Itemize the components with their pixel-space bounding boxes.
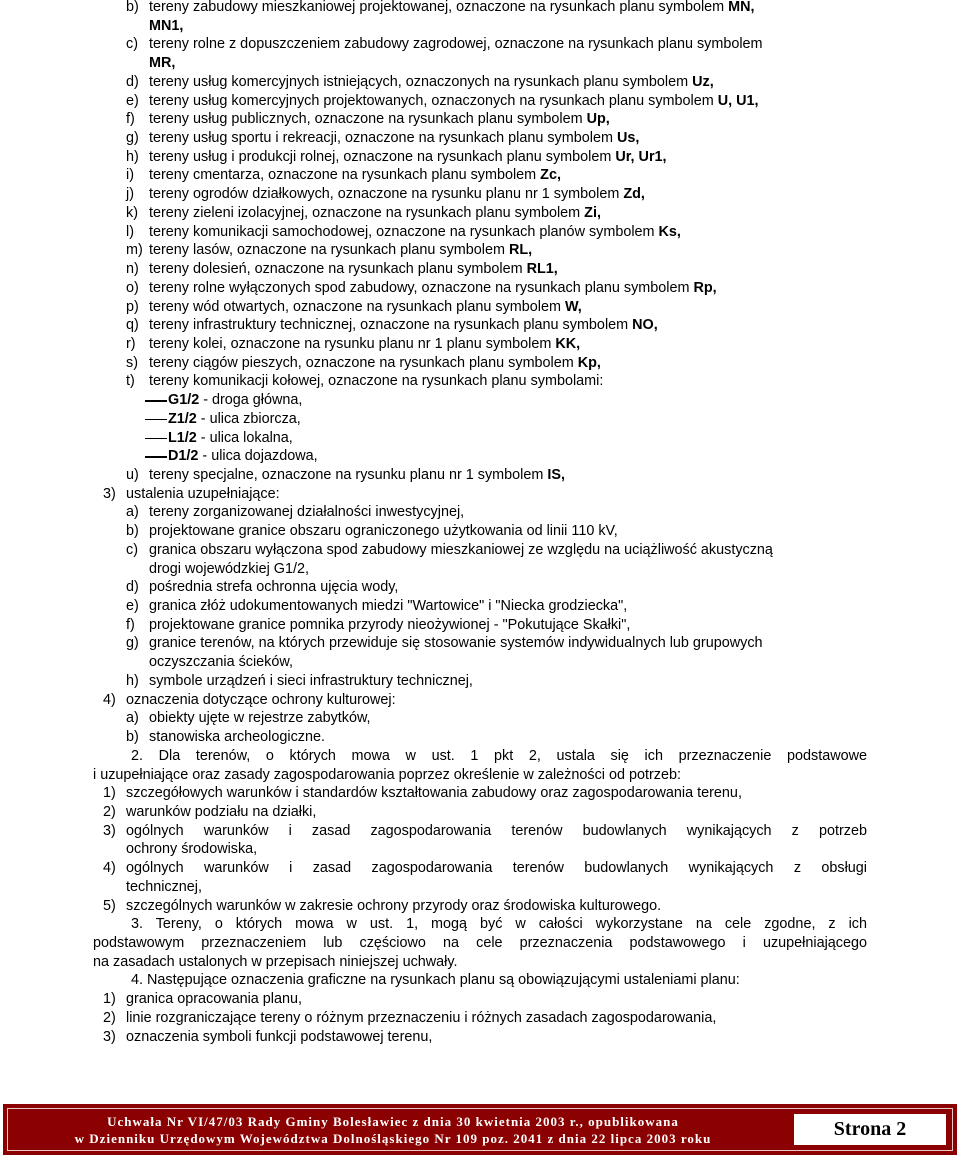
item-marker: 3)	[103, 1028, 116, 1045]
item-symbol: KK,	[555, 335, 581, 352]
item-symbol: MR,	[149, 55, 176, 72]
list-item	[0, 35, 960, 54]
item-text: granice terenów, na których przewiduje się stosowanie systemów indywidualnych lub grupowych	[149, 635, 763, 652]
list-item-cont	[0, 653, 960, 672]
item-text: szczegółowych warunków i standardów kształtowania zabudowy oraz zagospodarowania terenu,	[126, 785, 742, 802]
item-marker: p)	[126, 298, 139, 315]
list-item	[0, 784, 960, 803]
item-marker: e)	[126, 92, 139, 109]
item-marker: a)	[126, 710, 139, 727]
item-symbol: MN,	[728, 0, 755, 15]
item-symbol: W,	[564, 298, 582, 315]
item-marker: b)	[126, 0, 139, 15]
item-text: granica opracowania planu,	[126, 991, 303, 1008]
item-marker: g)	[126, 635, 139, 652]
item-text: tereny infrastruktury technicznej, oznaczone na rysunkach planu symbolem NO,	[149, 317, 658, 334]
road-item	[0, 410, 960, 429]
item-symbol: Zd,	[623, 186, 645, 203]
list-item	[0, 316, 960, 335]
paragraph-3-line: 3. Tereny, o których mowa w ust. 1, mogą być w całości wykorzystane na cele zgodne, z ich	[131, 916, 867, 933]
road-desc: - ulica zbiorcza,	[196, 410, 301, 427]
page-number-badge: Strona 2	[794, 1114, 946, 1145]
publication-line: Uchwała Nr VI/47/03 Rady Gminy Bolesławiec z dnia 30 kwietnia 2003 r., opublikowana	[107, 1114, 679, 1129]
item-marker: t)	[126, 373, 135, 390]
list-item	[0, 728, 960, 747]
item-text: szczególnych warunków w zakresie ochrony przyrody oraz środowiska kulturowego.	[126, 897, 662, 914]
road-code: Z1/2	[168, 410, 197, 427]
list-item	[0, 54, 960, 73]
item-text: stanowiska archeologiczne.	[149, 729, 325, 746]
item-text: linie rozgraniczające tereny o różnym przeznaczeniu i różnych zasadach zagospodarowania,	[126, 1009, 717, 1026]
paragraph-2-line: 2. Dla terenów, o których mowa w ust. 1 pkt 2, ustala się ich przeznaczenie podstawowe	[131, 747, 867, 764]
item-text: projektowane granice pomnika przyrody nieożywionej - "Pokutujące Skałki",	[149, 616, 631, 633]
list-item-cont	[0, 560, 960, 579]
item-marker: f)	[126, 616, 135, 633]
list-item	[0, 223, 960, 242]
item-text: tereny kolei, oznaczone na rysunku planu nr 1 planu symbolem KK,	[149, 335, 581, 352]
item-text: pośrednia strefa ochronna ujęcia wody,	[149, 579, 399, 596]
list-item	[0, 578, 960, 597]
dash-bullet	[145, 400, 167, 402]
point-marker: 3)	[103, 485, 116, 502]
item-text: granica obszaru wyłączona spod zabudowy mieszkaniowej ze względu na uciążliwość akustyczną	[149, 541, 773, 558]
item-marker: c)	[126, 36, 138, 53]
item-symbol: RL1,	[526, 261, 558, 278]
point-3-heading	[0, 485, 960, 504]
item-marker: m)	[126, 242, 143, 259]
list-item	[0, 0, 960, 17]
list-item-cont	[0, 840, 960, 859]
item-text: warunków podziału na działki,	[126, 803, 317, 820]
dash-bullet	[145, 438, 167, 440]
road-item	[0, 447, 960, 466]
item-symbol: U, U1,	[717, 92, 759, 109]
item-marker: 5)	[103, 897, 116, 914]
list-item	[0, 709, 960, 728]
item-text: technicznej,	[126, 878, 202, 895]
item-symbol: Up,	[586, 111, 610, 128]
list-item	[0, 672, 960, 691]
item-marker: 2)	[103, 1009, 116, 1026]
footer-frame	[7, 1108, 953, 1151]
item-text: tereny dolesień, oznaczone na rysunkach planu symbolem RL1,	[149, 261, 558, 278]
list-item	[0, 129, 960, 148]
item-marker: j)	[126, 186, 134, 203]
list-item	[0, 990, 960, 1009]
item-text: tereny rolne wyłączonych spod zabudowy, oznaczone na rysunkach planu symbolem Rp,	[149, 279, 717, 296]
road-item	[0, 429, 960, 448]
item-text: ochrony środowiska,	[126, 841, 258, 858]
list-item	[0, 503, 960, 522]
item-text: tereny ogrodów działkowych, oznaczone na rysunku planu nr 1 symbolem Zd,	[149, 186, 645, 203]
item-marker: n)	[126, 261, 139, 278]
item-symbol: NO,	[632, 317, 658, 334]
list-item-cont	[0, 878, 960, 897]
item-marker: h)	[126, 672, 139, 689]
item-text: ogólnych warunków i zasad zagospodarowania terenów budowlanych wynikających z potrzeb	[126, 822, 867, 839]
item-marker: d)	[126, 579, 139, 596]
road-code: D1/2	[168, 448, 199, 465]
paragraph-4-line: 4. Następujące oznaczenia graficzne na rysunkach planu są obowiązującymi ustaleniami planu:	[131, 972, 740, 989]
item-text: tereny ciągów pieszych, oznaczone na rysunkach planu symbolem Kp,	[149, 354, 601, 371]
list-item	[0, 354, 960, 373]
item-text: drogi wojewódzkiej G1/2,	[149, 560, 309, 577]
item-marker: i)	[126, 167, 134, 184]
list-item	[0, 260, 960, 279]
paragraph-2-line: i uzupełniające oraz zasady zagospodarowania poprzez określenie w zależności od potrzeb:	[93, 766, 681, 783]
item-marker: h)	[126, 148, 139, 165]
item-marker: l)	[126, 223, 134, 240]
point-text: ustalenia uzupełniające:	[126, 485, 280, 502]
list-item	[0, 148, 960, 167]
list-item	[0, 1009, 960, 1028]
item-text: tereny komunikacji samochodowej, oznaczone na rysunkach planów symbolem Ks,	[149, 223, 681, 240]
item-text: tereny zieleni izolacyjnej, oznaczone na rysunkach planu symbolem Zi,	[149, 204, 601, 221]
list-item	[0, 616, 960, 635]
list-item	[0, 822, 960, 841]
publication-note	[8, 1113, 778, 1147]
item-symbol: Ks,	[658, 223, 681, 240]
item-marker: c)	[126, 541, 138, 558]
item-text: tereny cmentarza, oznaczone na rysunkach planu symbolem Zc,	[149, 167, 561, 184]
item-text: tereny zorganizowanej działalności inwestycyjnej,	[149, 504, 465, 521]
item-marker: 3)	[103, 822, 116, 839]
item-text: tereny usług komercyjnych istniejących, oznaczonych na rysunkach planu symbolem Uz,	[149, 73, 714, 90]
item-text: tereny lasów, oznaczone na rysunkach planu symbolem RL,	[149, 242, 533, 259]
item-marker: e)	[126, 598, 139, 615]
item-text: granica złóż udokumentowanych miedzi "Wartowice" i "Niecka grodziecka",	[149, 598, 628, 615]
list-item	[0, 92, 960, 111]
list-item	[0, 1028, 960, 1047]
item-symbol: Zi,	[584, 204, 601, 221]
paragraph-3-line: podstawowym przeznaczeniem lub częściowo na cele przeznaczenia podstawowego i uzupełniającego	[93, 935, 867, 951]
list-item	[0, 372, 960, 391]
item-symbol: RL,	[508, 242, 533, 259]
item-text: symbole urządzeń i sieci infrastruktury technicznej,	[149, 672, 473, 689]
list-item	[0, 298, 960, 317]
list-item	[0, 634, 960, 653]
item-marker: r)	[126, 335, 136, 352]
point-text: oznaczenia dotyczące ochrony kulturowej:	[126, 691, 396, 708]
item-marker: u)	[126, 467, 139, 483]
point-marker: 4)	[103, 691, 116, 708]
item-symbol: Rp,	[693, 279, 717, 296]
item-marker: b)	[126, 729, 139, 746]
item-marker: d)	[126, 73, 139, 90]
item-marker: s)	[126, 354, 138, 371]
list-item	[0, 241, 960, 260]
road-code: L1/2	[168, 429, 197, 446]
list-item	[0, 466, 960, 485]
road-desc: - ulica lokalna,	[196, 429, 293, 446]
dash-bullet	[145, 456, 167, 458]
item-marker: 1)	[103, 785, 116, 802]
paragraph-3-line: na zasadach ustalonych w przepisach niniejszej uchwały.	[93, 953, 458, 970]
item-symbol: Uz,	[692, 73, 714, 90]
item-text: tereny zabudowy mieszkaniowej projektowanej, oznaczone na rysunkach planu symbolem MN,	[149, 0, 755, 15]
item-text: tereny usług i produkcji rolnej, oznaczone na rysunkach planu symbolem Ur, Ur1,	[149, 148, 667, 165]
item-symbol: IS,	[547, 467, 565, 483]
road-code: G1/2	[168, 392, 200, 409]
item-text	[149, 17, 183, 35]
item-marker: a)	[126, 504, 139, 521]
item-marker: 2)	[103, 803, 116, 820]
list-item	[0, 859, 960, 878]
list-item	[0, 803, 960, 822]
item-text: oczyszczania ścieków,	[149, 654, 293, 671]
item-symbol: Us,	[616, 130, 640, 147]
item-marker: g)	[126, 130, 139, 147]
item-marker: 1)	[103, 991, 116, 1008]
item-symbol: Ur, Ur1,	[615, 148, 667, 165]
item-marker: o)	[126, 279, 139, 296]
list-item	[0, 279, 960, 298]
list-item	[0, 17, 960, 36]
road-item	[0, 391, 960, 410]
dash-bullet	[145, 419, 167, 421]
list-item	[0, 110, 960, 129]
list-item	[0, 335, 960, 354]
page-footer	[3, 1104, 957, 1155]
road-desc: - droga główna,	[199, 392, 303, 409]
point-4-heading	[0, 691, 960, 710]
publication-line: w Dzienniku Urzędowym Województwa Dolnośląskiego Nr 109 poz. 2041 z dnia 22 lipca 2003 roku	[74, 1131, 712, 1146]
item-marker: k)	[126, 204, 138, 221]
item-text	[149, 54, 175, 72]
item-text: tereny usług sportu i rekreacji, oznaczone na rysunkach planu symbolem Us,	[149, 130, 640, 147]
list-item	[0, 897, 960, 916]
item-text: tereny komunikacji kołowej, oznaczone na rysunkach planu symbolami:	[149, 373, 604, 390]
item-text: tereny usług publicznych, oznaczone na rysunkach planu symbolem Up,	[149, 111, 610, 128]
item-text: projektowane granice obszaru ograniczonego użytkowania od linii 110 kV,	[149, 523, 618, 540]
item-marker: f)	[126, 111, 135, 128]
item-text: tereny usług komercyjnych projektowanych, oznaczonych na rysunkach planu symbolem U, U1,	[149, 92, 759, 109]
item-text: tereny wód otwartych, oznaczone na rysunkach planu symbolem W,	[149, 298, 582, 315]
road-desc: - ulica dojazdowa,	[198, 448, 318, 465]
list-item	[0, 541, 960, 560]
item-marker: 4)	[103, 860, 116, 877]
list-item	[0, 522, 960, 541]
item-symbol: Zc,	[540, 167, 561, 184]
item-text: oznaczenia symboli funkcji podstawowej terenu,	[126, 1028, 433, 1045]
item-text: ogólnych warunków i zasad zagospodarowania terenów budowlanych wynikających z obsługi	[126, 860, 867, 877]
list-item	[0, 204, 960, 223]
list-item	[0, 73, 960, 92]
item-text: obiekty ujęte w rejestrze zabytków,	[149, 710, 371, 727]
item-marker: b)	[126, 523, 139, 540]
item-text: tereny rolne z dopuszczeniem zabudowy zagrodowej, oznaczone na rysunkach planu symbolem	[149, 36, 763, 53]
list-item	[0, 597, 960, 616]
item-symbol: MN1,	[149, 17, 184, 34]
item-text: tereny specjalne, oznaczone na rysunku planu nr 1 symbolem	[149, 467, 548, 483]
list-item	[0, 185, 960, 204]
item-marker: q)	[126, 317, 139, 334]
list-item	[0, 166, 960, 185]
item-symbol: Kp,	[577, 354, 601, 371]
